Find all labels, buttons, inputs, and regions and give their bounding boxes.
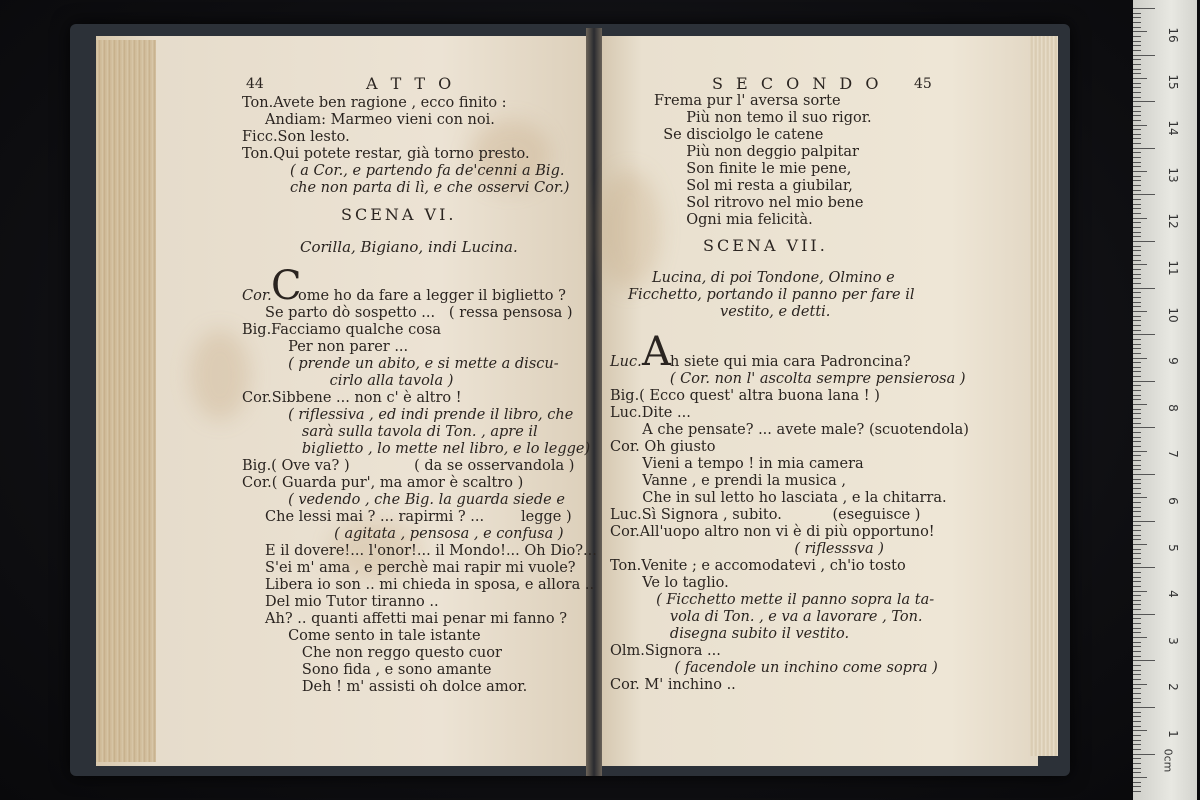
right-line: Olm.Signora ... [610, 643, 721, 659]
ruler-tick [1133, 180, 1141, 181]
ruler-tick [1133, 558, 1141, 559]
ruler-tick [1133, 302, 1141, 303]
ruler-tick [1133, 339, 1141, 340]
ruler-tick [1133, 246, 1141, 247]
ruler-tick [1133, 549, 1141, 550]
right-line: A che pensate? ... avete male? (scuotendola) [610, 422, 969, 438]
right-line: Big.( Ecco quest' altra buona lana ! ) [610, 388, 880, 404]
ruler-tick [1133, 604, 1141, 605]
ruler-tick [1133, 432, 1141, 433]
right-dropcap-speaker: Luc. [610, 354, 642, 370]
ruler-tick [1133, 418, 1141, 419]
right-line: Più non temo il suo rigor. [654, 110, 872, 126]
ruler-tick [1133, 204, 1141, 205]
ruler-number: 9 [1166, 357, 1180, 365]
ruler-tick [1133, 465, 1141, 466]
left-dropcap-letter: C [271, 263, 302, 309]
ruler-tick [1133, 236, 1141, 237]
left-stage-direction: biglietto , lo mette nel libro, e lo legge) [242, 441, 591, 457]
ruler-tick [1133, 544, 1147, 545]
scene-characters-vi: Corilla, Bigiano, indi Lucina. [300, 238, 518, 256]
ruler-tick [1133, 218, 1147, 219]
ruler-tick [1133, 656, 1141, 657]
ruler-tick [1133, 553, 1141, 554]
ruler-tick [1133, 399, 1141, 400]
ruler-tick [1133, 507, 1141, 508]
ruler-tick [1133, 721, 1141, 722]
right-stage-direction: vola di Ton. , e va a lavorare , Ton. [610, 609, 923, 625]
ruler-tick [1133, 763, 1141, 764]
ruler-tick [1133, 782, 1141, 783]
ruler-tick [1133, 460, 1141, 461]
ruler-tick [1133, 660, 1155, 661]
ruler-tick [1133, 777, 1147, 778]
ruler-tick [1133, 348, 1141, 349]
right-line: Son finite le mie pene, [654, 161, 852, 177]
ruler-tick [1133, 143, 1141, 144]
right-line: Sol mi resta a giubilar, [654, 178, 853, 194]
ruler-tick [1133, 535, 1141, 536]
left-line: Per non parer ... [242, 339, 409, 355]
ruler-tick [1133, 516, 1141, 517]
ruler-tick [1133, 665, 1141, 666]
ruler-tick [1133, 688, 1141, 689]
ruler-tick [1133, 176, 1141, 177]
foxing-stain [600, 170, 660, 290]
ruler-tick [1133, 684, 1147, 685]
ruler-tick [1133, 525, 1141, 526]
ruler-number: 12 [1166, 213, 1180, 230]
left-line: Del mio Tutor tiranno .. [242, 594, 439, 610]
ruler-tick [1133, 423, 1141, 424]
ruler-tick [1133, 83, 1141, 84]
ruler-tick [1133, 451, 1147, 452]
ruler-tick [1133, 385, 1141, 386]
ruler-number: 7 [1166, 450, 1180, 459]
ruler-tick [1133, 768, 1141, 769]
left-page-number: 44 [246, 76, 264, 92]
left-line: Big.( Ove va? ) ( da se osservandola ) [242, 458, 575, 474]
scene-characters-vii: Ficchetto, portando il panno per fare il [628, 287, 915, 303]
left-line: Libera io son .. mi chieda in sposa, e allora .. [242, 577, 595, 593]
left-line: Che non reggo questo cuor [242, 645, 502, 661]
left-stage-direction: che non parta di lì, e che osservi Cor.) [290, 180, 570, 196]
ruler-tick [1133, 595, 1141, 596]
book-gutter [586, 28, 602, 776]
ruler-tick [1133, 427, 1155, 428]
foxing-stain [190, 330, 250, 420]
right-line: h siete qui mia cara Padroncina? [670, 354, 911, 370]
right-page-edges [1030, 36, 1058, 756]
ruler-tick [1133, 632, 1141, 633]
ruler-tick [1133, 115, 1141, 116]
ruler-tick [1133, 698, 1141, 699]
ruler-tick [1133, 488, 1141, 489]
ruler-tick [1133, 129, 1141, 130]
ruler-tick [1133, 670, 1141, 671]
ruler-tick [1133, 269, 1141, 270]
right-line: Frema pur l' aversa sorte [654, 93, 841, 109]
left-line: Cor.( Guarda pur', ma amor è scaltro ) [242, 475, 524, 491]
ruler-tick [1133, 404, 1147, 405]
ruler-tick [1133, 232, 1141, 233]
ruler-tick [1133, 17, 1141, 18]
ruler-tick [1133, 325, 1141, 326]
ruler-tick [1133, 362, 1141, 363]
ruler-tick [1133, 64, 1141, 65]
right-line: Ton.Venite ; e accomodatevi , ch'io tosto [610, 558, 906, 574]
ruler-tick [1133, 31, 1147, 32]
ruler-tick [1133, 274, 1141, 275]
right-page-number: 45 [914, 76, 932, 92]
ruler-tick [1133, 726, 1141, 727]
right-line: Vanne , e prendi la musica , [610, 473, 847, 489]
right-line: Sol ritrovo nel mio bene [654, 195, 864, 211]
left-dropcap-speaker: Cor. [242, 288, 272, 304]
left-line: S'ei m' ama , e perchè mai rapir mi vuole? [242, 560, 576, 576]
ruler-tick [1133, 702, 1141, 703]
ruler-tick [1133, 111, 1141, 112]
ruler-tick [1133, 358, 1147, 359]
left-stage-direction: cirlo alla tavola ) [242, 373, 454, 389]
ruler-tick [1133, 87, 1141, 88]
right-line: Vieni a tempo ! in mia camera [610, 456, 864, 472]
ruler-number: 2 [1166, 683, 1180, 692]
ruler-tick [1133, 316, 1141, 317]
ruler-tick [1133, 609, 1141, 610]
right-dropcap-letter: A [642, 329, 671, 375]
ruler-tick [1133, 772, 1141, 773]
ruler-number: 13 [1166, 167, 1180, 183]
ruler-tick [1133, 572, 1141, 573]
ruler-tick [1133, 483, 1141, 484]
left-page-edges [96, 40, 156, 762]
left-line: Ah? .. quanti affetti mai penar mi fanno ? [242, 611, 567, 627]
ruler-tick [1133, 288, 1155, 289]
left-line: Come sento in tale istante [242, 628, 481, 644]
ruler-number: 15 [1166, 73, 1180, 90]
ruler-tick [1133, 409, 1141, 410]
ruler-tick [1133, 306, 1141, 307]
ruler-tick [1133, 679, 1141, 680]
left-stage-direction: ( riflessiva , ed indi prende il libro, che [242, 407, 574, 423]
left-line: Ton.Qui potete restar, già torno presto. [242, 146, 530, 162]
ruler-tick [1133, 530, 1141, 531]
scene-characters-vii: Lucina, di poi Tondone, Olmino e [652, 270, 895, 286]
ruler-number: 14 [1166, 120, 1180, 136]
ruler-tick [1133, 712, 1141, 713]
right-line: Che in sul letto ho lasciata , e la chitarra. [610, 490, 947, 506]
ruler-tick [1133, 22, 1141, 23]
ruler-tick [1133, 45, 1141, 46]
ruler-tick [1133, 255, 1141, 256]
ruler-tick [1133, 395, 1141, 396]
ruler-tick [1133, 600, 1141, 601]
ruler-tick [1133, 264, 1147, 265]
ruler-tick [1133, 371, 1141, 372]
scene-title-vi: SCENA VI. [341, 205, 457, 224]
right-line: Cor. M' inchino .. [610, 677, 736, 693]
ruler-number: 5 [1166, 543, 1180, 552]
ruler-tick [1133, 120, 1141, 121]
ruler-tick [1133, 735, 1141, 736]
ruler-tick [1133, 441, 1141, 442]
ruler-number: 8 [1166, 403, 1180, 412]
ruler-number: 4 [1166, 590, 1180, 598]
ruler-tick [1133, 157, 1141, 158]
ruler-tick [1133, 78, 1147, 79]
ruler-tick [1133, 106, 1141, 107]
ruler-tick [1133, 567, 1155, 568]
ruler-tick [1133, 199, 1141, 200]
ruler-tick [1133, 101, 1155, 102]
ruler-tick [1133, 297, 1141, 298]
left-line: Che lessi mai ? ... rapirmi ? ... legge ) [242, 509, 572, 525]
ruler-tick [1133, 97, 1141, 98]
ruler-tick [1133, 455, 1141, 456]
ruler-tick [1133, 581, 1141, 582]
ruler-tick [1133, 651, 1141, 652]
right-line: Luc.Dite ... [610, 405, 691, 421]
ruler-tick [1133, 166, 1141, 167]
ruler-tick [1133, 474, 1155, 475]
ruler-tick [1133, 479, 1141, 480]
ruler-tick [1133, 539, 1141, 540]
ruler-tick [1133, 623, 1141, 624]
ruler-number: 10 [1166, 306, 1180, 323]
ruler-tick [1133, 213, 1141, 214]
ruler-tick [1133, 59, 1141, 60]
left-line: Big.Facciamo qualche cosa [242, 322, 442, 338]
ruler-tick [1133, 41, 1141, 42]
ruler-tick [1133, 693, 1141, 694]
ruler-tick [1133, 446, 1141, 447]
left-line: Cor.Sibbene ... non c' è altro ! [242, 390, 462, 406]
right-line: Cor. Oh giusto [610, 439, 716, 455]
ruler-tick [1133, 390, 1141, 391]
ruler-tick [1133, 73, 1141, 74]
left-stage-direction: ( vedendo , che Big. la guarda siede e [242, 492, 565, 508]
left-line: ome ho da fare a legger il biglietto ? [298, 288, 566, 304]
right-line: Se disciolgo le catene [654, 127, 824, 143]
ruler-tick [1133, 637, 1147, 638]
measuring-ruler [1133, 0, 1197, 800]
ruler-tick [1133, 227, 1141, 228]
ruler-number: 6 [1166, 497, 1180, 505]
ruler-tick [1133, 222, 1141, 223]
ruler-tick [1133, 92, 1141, 93]
ruler-number: 16 [1166, 27, 1180, 43]
ruler-tick [1133, 250, 1141, 251]
left-stage-direction: ( agitata , pensosa , e confusa ) [242, 526, 564, 542]
ruler-tick [1133, 740, 1141, 741]
ruler-tick [1133, 134, 1141, 135]
ruler-tick [1133, 642, 1141, 643]
ruler-tick [1133, 618, 1141, 619]
ruler-tick [1133, 628, 1141, 629]
ruler-number: 1 [1166, 730, 1180, 738]
right-stage-direction: ( facendole un inchino come sopra ) [610, 660, 938, 676]
ruler-tick [1133, 138, 1141, 139]
ruler-tick [1133, 208, 1141, 209]
left-line: Ton.Avete ben ragione , ecco finito : [242, 95, 507, 111]
ruler-number: 11 [1166, 260, 1180, 276]
ruler-tick [1133, 577, 1141, 578]
ruler-tick [1133, 344, 1141, 345]
ruler-tick [1133, 716, 1141, 717]
right-running-head: S E C O N D O [712, 74, 883, 93]
right-line: Ve lo taglio. [610, 575, 729, 591]
left-line: Deh ! m' assisti oh dolce amor. [242, 679, 528, 695]
ruler-tick [1133, 283, 1141, 284]
ruler-tick [1133, 194, 1155, 195]
right-stage-direction: disegna subito il vestito. [610, 626, 850, 642]
left-stage-direction: sarà sulla tavola di Ton. , apre il [242, 424, 538, 440]
left-line: Ficc.Son lesto. [242, 129, 350, 145]
left-stage-direction: ( prende un abito, e si mette a discu- [242, 356, 559, 372]
ruler-tick [1133, 50, 1141, 51]
ruler-tick [1133, 502, 1141, 503]
left-stage-direction: ( a Cor., e partendo fa de'cenni a Big. [290, 163, 565, 179]
ruler-tick [1133, 730, 1147, 731]
ruler-tick [1133, 376, 1141, 377]
ruler-tick [1133, 591, 1147, 592]
ruler-tick [1133, 791, 1141, 792]
ruler-tick [1133, 367, 1141, 368]
ruler-tick [1133, 754, 1155, 755]
ruler-tick [1133, 152, 1141, 153]
ruler-tick [1133, 334, 1155, 335]
ruler-unit-label: 0cm [1161, 748, 1175, 773]
ruler-tick [1133, 511, 1141, 512]
ruler-tick [1133, 292, 1141, 293]
ruler-tick [1133, 744, 1141, 745]
ruler-tick [1133, 190, 1141, 191]
ruler-tick [1133, 13, 1141, 14]
ruler-tick [1133, 55, 1155, 56]
ruler-tick [1133, 148, 1155, 149]
ruler-tick [1133, 786, 1141, 787]
ruler-tick [1133, 758, 1141, 759]
right-line: Cor.All'uopo altro non vi è di più opportuno! [610, 524, 935, 540]
ruler-tick [1133, 69, 1141, 70]
ruler-tick [1133, 469, 1141, 470]
right-line: Più non deggio palpitar [654, 144, 859, 160]
ruler-tick [1133, 437, 1141, 438]
ruler-tick [1133, 8, 1155, 9]
ruler-tick [1133, 413, 1141, 414]
right-line: Ogni mia felicità. [654, 212, 813, 228]
left-line: Andiam: Marmeo vieni con noi. [242, 112, 495, 128]
ruler-tick [1133, 27, 1141, 28]
scene-title-vii: SCENA VII. [703, 236, 828, 255]
ruler-tick [1133, 521, 1155, 522]
ruler-tick [1133, 707, 1155, 708]
ruler-tick [1133, 646, 1141, 647]
ruler-tick [1133, 260, 1141, 261]
ruler-tick [1133, 278, 1141, 279]
ruler-tick [1133, 171, 1147, 172]
ruler-tick [1133, 563, 1141, 564]
ruler-tick [1133, 36, 1141, 37]
ruler-tick [1133, 330, 1141, 331]
ruler-tick [1133, 162, 1141, 163]
right-stage-direction: ( Ficchetto mette il panno sopra la ta- [610, 592, 935, 608]
ruler-tick [1133, 586, 1141, 587]
ruler-tick [1133, 493, 1141, 494]
ruler-tick [1133, 311, 1147, 312]
ruler-tick [1133, 674, 1141, 675]
ruler-tick [1133, 614, 1155, 615]
ruler-tick [1133, 749, 1141, 750]
ruler-number: 3 [1166, 636, 1180, 645]
ruler-tick [1133, 185, 1141, 186]
ruler-tick [1133, 125, 1147, 126]
ruler-tick [1133, 381, 1155, 382]
left-running-head: A T T O [366, 74, 456, 93]
scene-characters-vii: vestito, e detti. [720, 304, 831, 320]
left-line: E il dovere!... l'onor!... il Mondo!... Oh Dio?... [242, 543, 597, 559]
left-line: Sono fida , e sono amante [242, 662, 492, 678]
ruler-tick [1133, 497, 1147, 498]
ruler-tick [1133, 241, 1155, 242]
ruler-tick [1133, 320, 1141, 321]
ruler-tick [1133, 353, 1141, 354]
right-line: Luc.Sì Signora , subito. (eseguisce ) [610, 507, 921, 523]
right-stage-direction: ( riflesssva ) [610, 541, 884, 557]
right-stage-direction: ( Cor. non l' ascolta sempre pensierosa ) [610, 371, 966, 387]
left-line: Se parto dò sospetto ... ( ressa pensosa ) [242, 305, 573, 321]
